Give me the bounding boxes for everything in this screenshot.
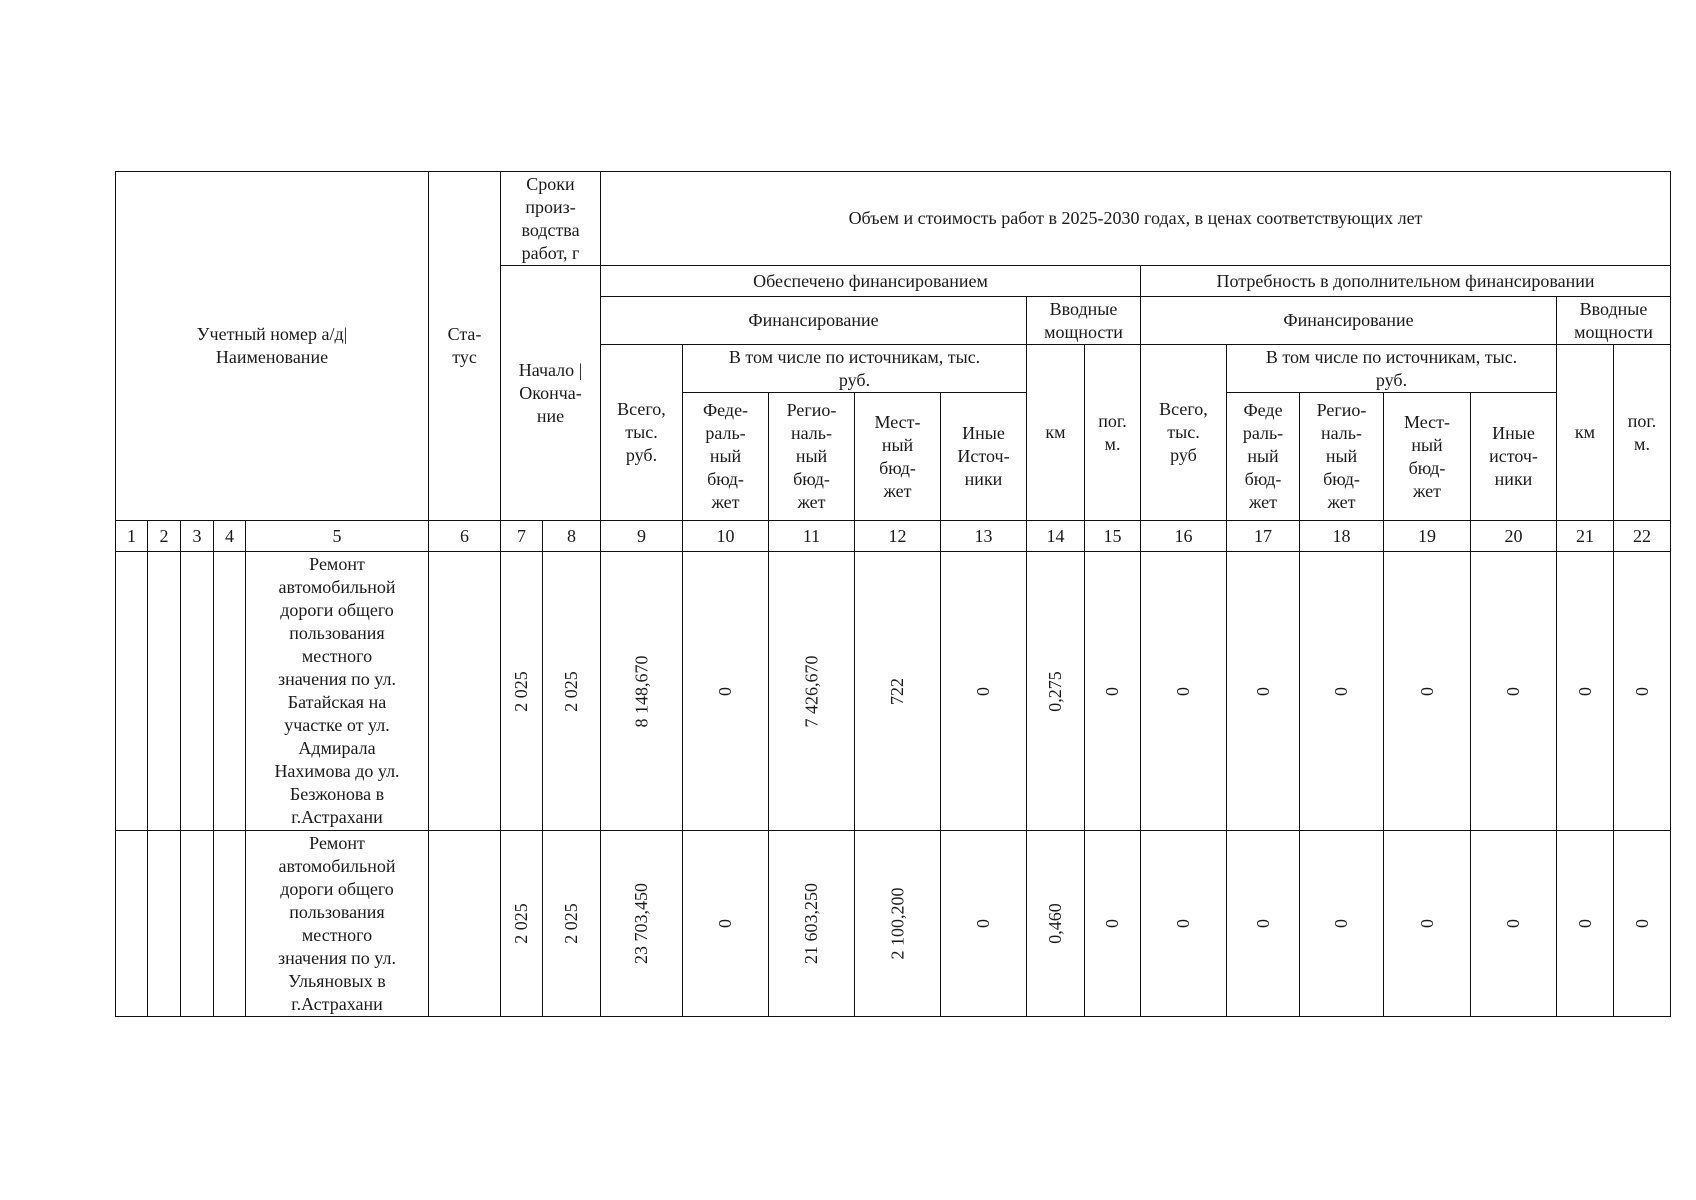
cell-4 bbox=[214, 552, 246, 831]
other-provided: 0 bbox=[941, 831, 1027, 1017]
column-number: 2 bbox=[148, 521, 181, 552]
header-financing-need: Финансирование bbox=[1141, 297, 1557, 345]
header-pogm-need: пог. м. bbox=[1614, 345, 1671, 521]
federal-provided: 0 bbox=[683, 552, 769, 831]
federal-need: 0 bbox=[1227, 552, 1300, 831]
column-number: 18 bbox=[1300, 521, 1384, 552]
local-provided: 2 100,200 bbox=[855, 831, 941, 1017]
end-year: 2 025 bbox=[543, 552, 601, 831]
local-provided: 722 bbox=[855, 552, 941, 831]
column-number: 10 bbox=[683, 521, 769, 552]
header-pogm-provided: пог. м. bbox=[1085, 345, 1141, 521]
regional-need: 0 bbox=[1300, 552, 1384, 831]
other-provided: 0 bbox=[941, 552, 1027, 831]
header-period: Сроки произ- водства работ, г bbox=[501, 172, 601, 266]
header-capacity-provided: Вводные мощности bbox=[1027, 297, 1141, 345]
column-number: 17 bbox=[1227, 521, 1300, 552]
header-total-need: Всего, тыс. руб bbox=[1141, 345, 1227, 521]
header-other-need: Иные источ- ники bbox=[1471, 393, 1557, 521]
regional-provided: 7 426,670 bbox=[769, 552, 855, 831]
other-need: 0 bbox=[1471, 552, 1557, 831]
start-year: 2 025 bbox=[501, 552, 543, 831]
table-row bbox=[116, 831, 1671, 1017]
status-cell bbox=[429, 552, 501, 831]
header-local-provided: Мест- ный бюд- жет bbox=[855, 393, 941, 521]
local-need: 0 bbox=[1384, 831, 1471, 1017]
header-federal-provided: Феде- раль- ный бюд- жет bbox=[683, 393, 769, 521]
header-regional-provided: Регио- наль- ный бюд- жет bbox=[769, 393, 855, 521]
federal-provided: 0 bbox=[683, 831, 769, 1017]
cell-1 bbox=[116, 552, 148, 831]
header-status: Ста- тус bbox=[429, 172, 501, 521]
pogm-provided: 0 bbox=[1085, 831, 1141, 1017]
header-sources-provided: В том числе по источникам, тыс. руб. bbox=[683, 345, 1027, 393]
header-sources-need: В том числе по источникам, тыс. руб. bbox=[1227, 345, 1557, 393]
cell-2 bbox=[148, 552, 181, 831]
other-need: 0 bbox=[1471, 831, 1557, 1017]
km-provided: 0,275 bbox=[1027, 552, 1085, 831]
start-year: 2 025 bbox=[501, 831, 543, 1017]
status-cell bbox=[429, 831, 501, 1017]
header-volume-title: Объем и стоимость работ в 2025-2030 годах, в ценах соответствующих лет bbox=[601, 172, 1671, 266]
pogm-need: 0 bbox=[1614, 552, 1671, 831]
column-number: 4 bbox=[214, 521, 246, 552]
cell-1 bbox=[116, 831, 148, 1017]
km-provided: 0,460 bbox=[1027, 831, 1085, 1017]
header-capacity-need: Вводные мощности bbox=[1557, 297, 1671, 345]
cell-3 bbox=[181, 831, 214, 1017]
header-name: Учетный номер а/д| Наименование bbox=[116, 172, 429, 521]
column-number: 14 bbox=[1027, 521, 1085, 552]
column-number: 1 bbox=[116, 521, 148, 552]
header-km-need: км bbox=[1557, 345, 1614, 521]
km-need: 0 bbox=[1557, 552, 1614, 831]
pogm-provided: 0 bbox=[1085, 552, 1141, 831]
column-number: 12 bbox=[855, 521, 941, 552]
header-federal-need: Феде раль- ный бюд- жет bbox=[1227, 393, 1300, 521]
total-provided: 8 148,670 bbox=[601, 552, 683, 831]
pogm-need: 0 bbox=[1614, 831, 1671, 1017]
table-row bbox=[116, 552, 1671, 831]
column-number-row bbox=[116, 521, 1671, 552]
regional-provided: 21 603,250 bbox=[769, 831, 855, 1017]
works-table bbox=[115, 171, 1671, 1017]
road-name: Ремонт автомобильной дороги общего пользования местного значения по ул. Батайская на участке от ул. Адмирала Нахимова до ул. Безжонова в г.Астрахани bbox=[246, 552, 429, 831]
column-number: 3 bbox=[181, 521, 214, 552]
column-number: 13 bbox=[941, 521, 1027, 552]
total-need: 0 bbox=[1141, 552, 1227, 831]
cell-4 bbox=[214, 831, 246, 1017]
header-km-provided: км bbox=[1027, 345, 1085, 521]
header-start-end: Начало | Оконча- ние bbox=[501, 266, 601, 521]
end-year: 2 025 bbox=[543, 831, 601, 1017]
header-need: Потребность в дополнительном финансировании bbox=[1141, 266, 1671, 297]
total-need: 0 bbox=[1141, 831, 1227, 1017]
federal-need: 0 bbox=[1227, 831, 1300, 1017]
column-number: 22 bbox=[1614, 521, 1671, 552]
header-financing-provided: Финансирование bbox=[601, 297, 1027, 345]
regional-need: 0 bbox=[1300, 831, 1384, 1017]
header-other-provided: Иные Источ- ники bbox=[941, 393, 1027, 521]
column-number: 7 bbox=[501, 521, 543, 552]
cell-3 bbox=[181, 552, 214, 831]
column-number: 11 bbox=[769, 521, 855, 552]
km-need: 0 bbox=[1557, 831, 1614, 1017]
header-total-provided: Всего, тыс. руб. bbox=[601, 345, 683, 521]
column-number: 16 bbox=[1141, 521, 1227, 552]
column-number: 5 bbox=[246, 521, 429, 552]
header-regional-need: Регио- наль- ный бюд- жет bbox=[1300, 393, 1384, 521]
local-need: 0 bbox=[1384, 552, 1471, 831]
column-number: 8 bbox=[543, 521, 601, 552]
column-number: 15 bbox=[1085, 521, 1141, 552]
road-name: Ремонт автомобильной дороги общего пользования местного значения по ул. Ульяновых в г.Астрахани bbox=[246, 831, 429, 1017]
column-number: 21 bbox=[1557, 521, 1614, 552]
column-number: 9 bbox=[601, 521, 683, 552]
total-provided: 23 703,450 bbox=[601, 831, 683, 1017]
column-number: 6 bbox=[429, 521, 501, 552]
header-provided: Обеспечено финансированием bbox=[601, 266, 1141, 297]
column-number: 19 bbox=[1384, 521, 1471, 552]
column-number: 20 bbox=[1471, 521, 1557, 552]
cell-2 bbox=[148, 831, 181, 1017]
header-local-need: Мест- ный бюд- жет bbox=[1384, 393, 1471, 521]
